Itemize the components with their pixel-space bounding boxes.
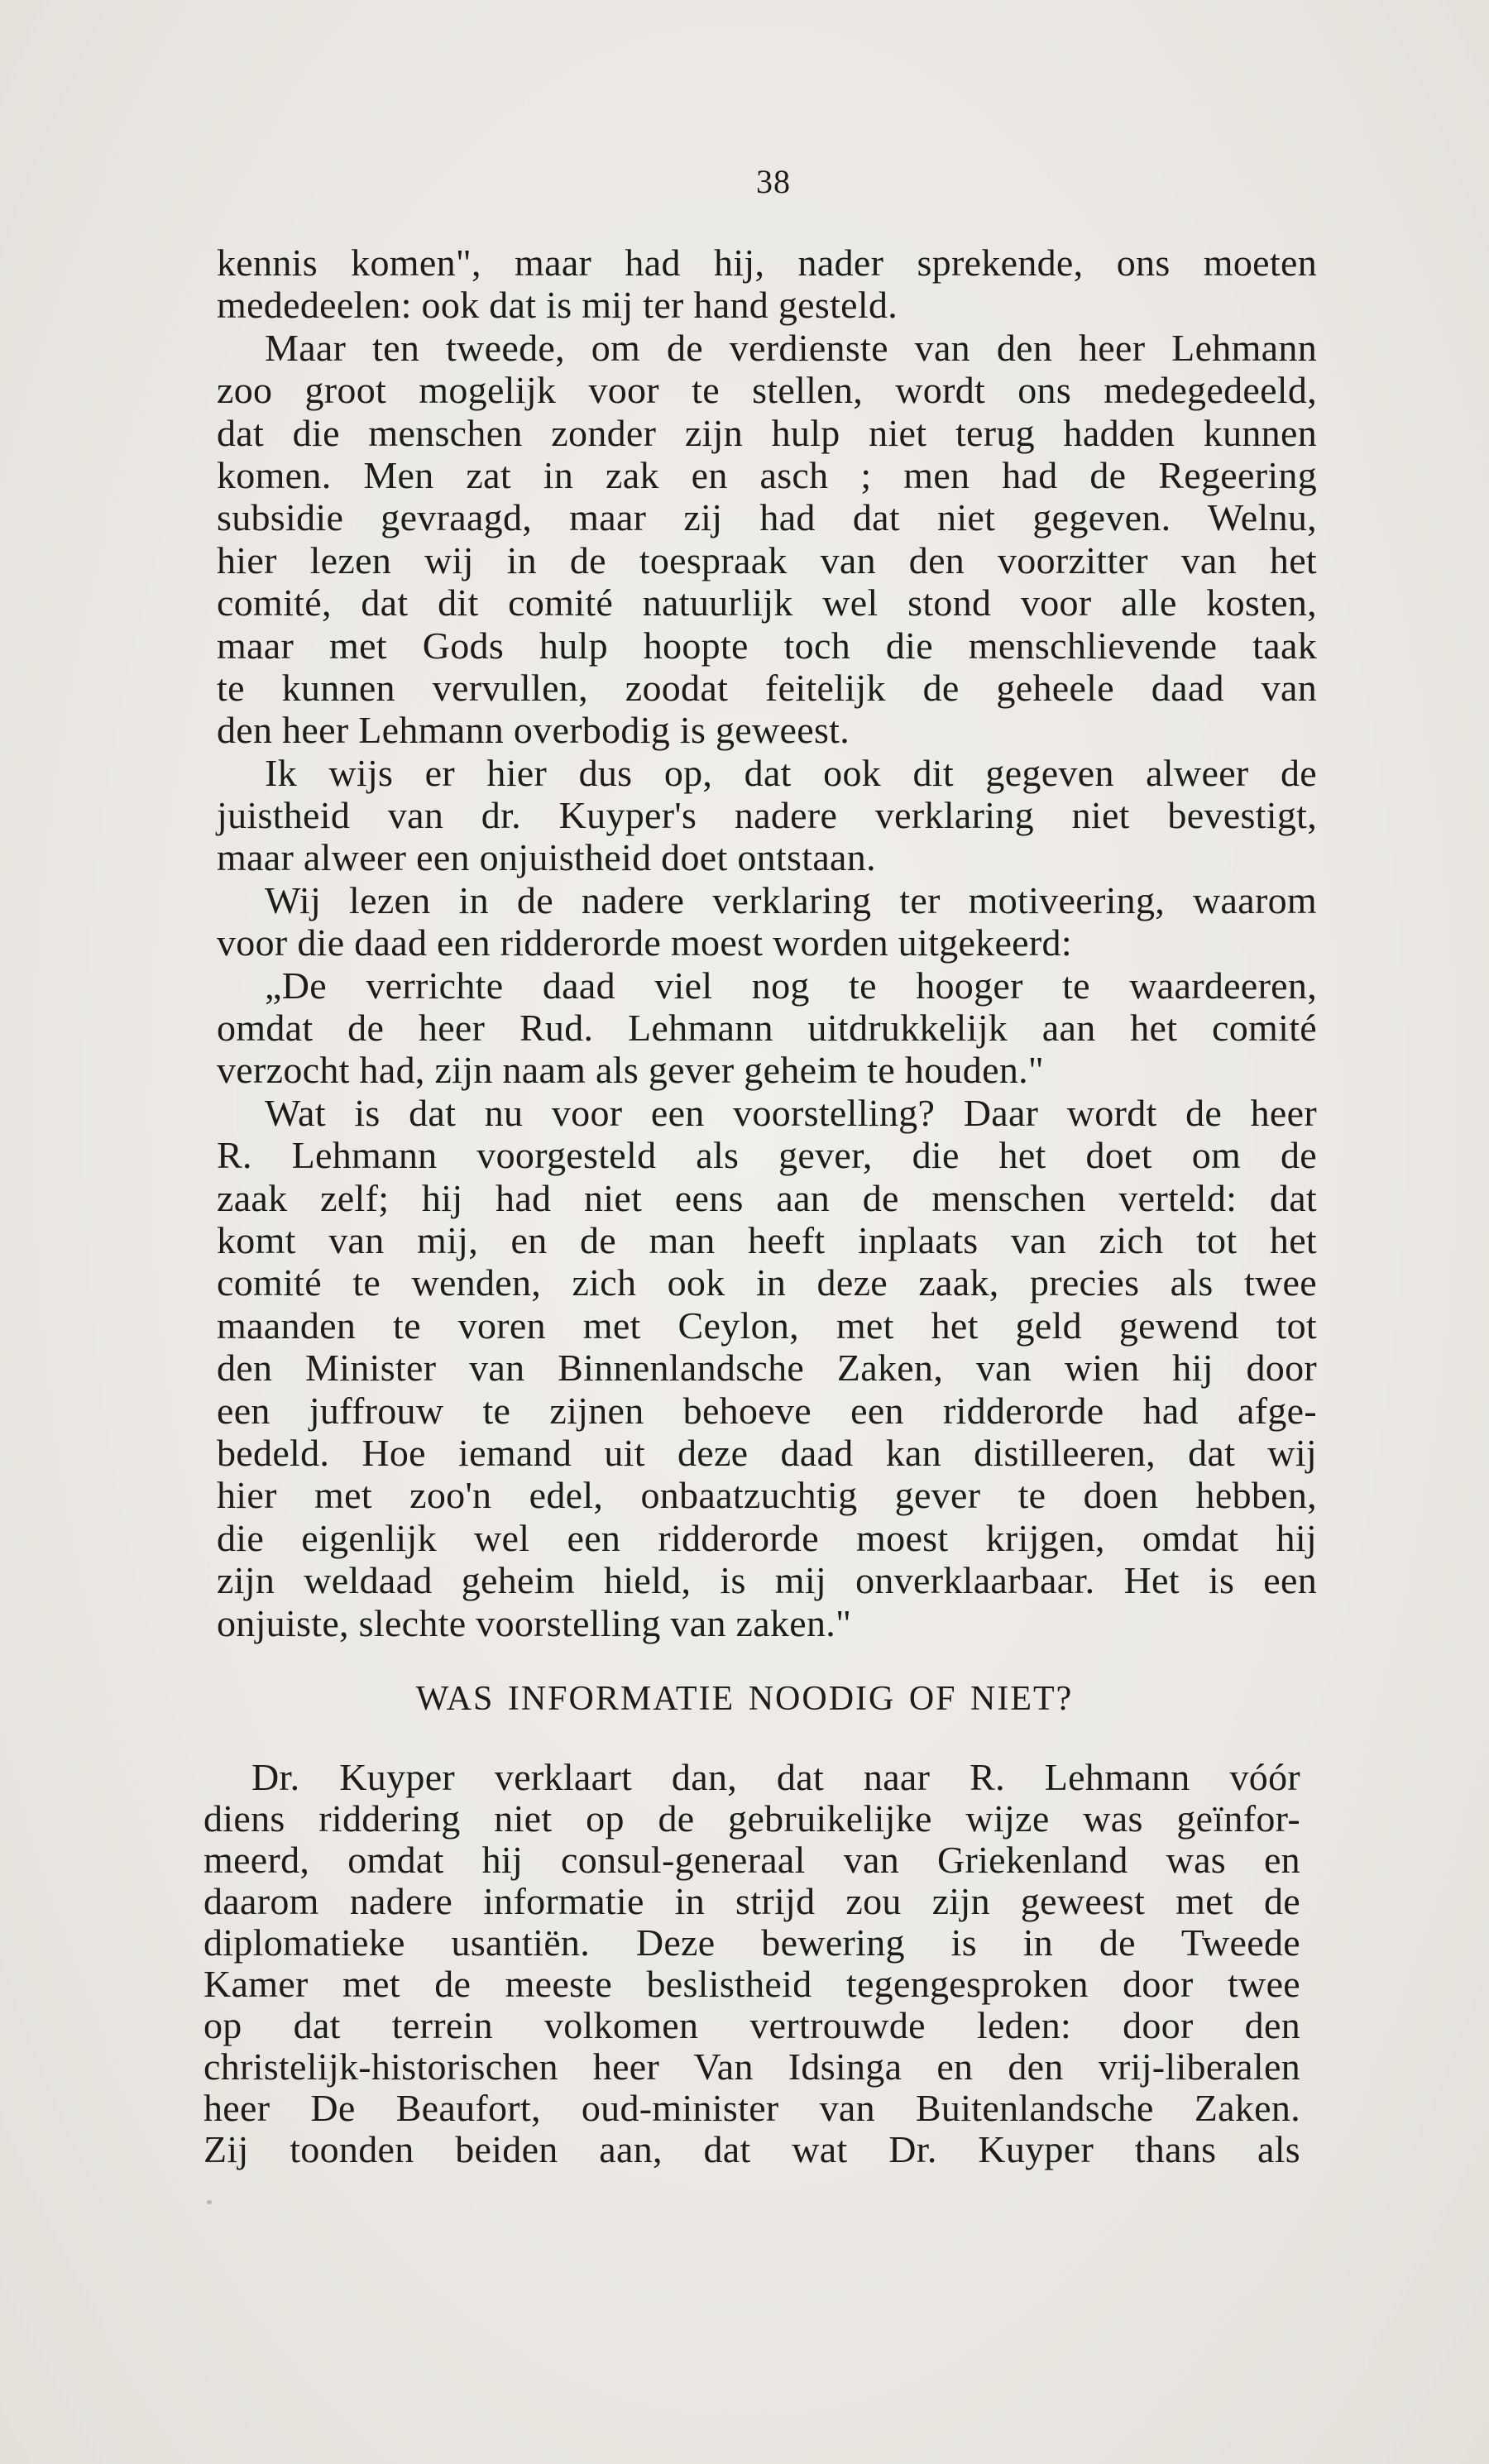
text-line: voor die daad een ridderorde moest worden uitgekeerd: <box>217 921 1072 964</box>
text-line: den Minister van Binnenlandsche Zaken, van wien hij door <box>217 1347 1317 1390</box>
text-line: diplomatieke usantiën. Deze bewering is in de Tweede <box>203 1921 1300 1964</box>
text-line: mededeelen: ook dat is mij ter hand gesteld. <box>217 284 898 327</box>
text-line: maanden te voren met Ceylon, met het geld gewend tot <box>217 1304 1317 1347</box>
text-line: op dat terrein volkomen vertrouwde leden: door den <box>203 2004 1300 2046</box>
text-line: maar met Gods hulp hoopte toch die menschlievende taak <box>217 624 1317 667</box>
text-line: „De verrichte daad viel nog te hooger te waardeeren, <box>265 964 1317 1007</box>
text-line: Kamer met de meeste beslistheid tegengesproken door twee <box>203 1963 1300 2005</box>
text-line: verzocht had, zijn naam als gever geheim te houden." <box>217 1049 1044 1092</box>
text-line: onjuiste, slechte voorstelling van zaken." <box>217 1601 852 1644</box>
text-line: christelijk-historischen heer Van Idsinga en den vrij-liberalen <box>203 2045 1300 2088</box>
text-line: zoo groot mogelijk voor te stellen, wordt ons medegedeeld, <box>217 369 1317 412</box>
text-line: Wat is dat nu voor een voorstelling? Daar wordt de heer <box>265 1091 1317 1134</box>
text-line: R. Lehmann voorgesteld als gever, die het doet om de <box>217 1134 1317 1177</box>
body-text-block <box>217 242 1317 1644</box>
text-line: Maar ten tweede, om de verdienste van den heer Lehmann <box>265 326 1317 369</box>
text-line: bedeld. Hoe iemand uit deze daad kan distilleeren, dat wij <box>217 1431 1317 1474</box>
text-line: juistheid van dr. Kuyper's nadere verklaring niet bevestigt, <box>217 794 1317 837</box>
text-line: hier met zoo'n edel, onbaatzuchtig gever te doen hebben, <box>217 1474 1317 1517</box>
text-line: een juffrouw te zijnen behoeve een ridderorde had afge- <box>217 1389 1317 1432</box>
text-line: den heer Lehmann overbodig is geweest. <box>217 709 850 752</box>
text-line: zijn weldaad geheim hield, is mij onverklaarbaar. Het is een <box>217 1559 1317 1602</box>
text-line: die eigenlijk wel een ridderorde moest krijgen, omdat hij <box>217 1516 1317 1559</box>
text-line: te kunnen vervullen, zoodat feitelijk de geheele daad van <box>217 666 1317 709</box>
text-line: Dr. Kuyper verklaart dan, dat naar R. Lehmann vóór <box>251 1756 1300 1798</box>
text-line: comité te wenden, zich ook in deze zaak, precies als twee <box>217 1261 1317 1304</box>
text-line: zaak zelf; hij had niet eens aan de menschen verteld: dat <box>217 1176 1317 1219</box>
text-line: dat die menschen zonder zijn hulp niet terug hadden kunnen <box>217 411 1317 454</box>
text-line: komen. Men zat in zak en asch ; men had de Regeering <box>217 453 1317 496</box>
paper-speck <box>207 2200 212 2204</box>
text-line: kennis komen", maar had hij, nader sprekende, ons moeten <box>217 242 1317 284</box>
text-line: diens riddering niet op de gebruikelijke wijze was geïnfor- <box>203 1797 1300 1840</box>
text-line: Ik wijs er hier dus op, dat ook dit gegeven alweer de <box>265 751 1317 794</box>
page-number: 38 <box>756 163 791 200</box>
text-line: comité, dat dit comité natuurlijk wel stond voor alle kosten, <box>217 581 1317 624</box>
text-line: hier lezen wij in de toespraak van den voorzitter van het <box>217 538 1317 581</box>
text-line: subsidie gevraagd, maar zij had dat niet gegeven. Welnu, <box>217 496 1317 539</box>
text-line: daarom nadere informatie in strijd zou zijn geweest met de <box>203 1880 1300 1922</box>
text-line: Zij toonden beiden aan, dat wat Dr. Kuyper thans als <box>203 2128 1300 2170</box>
text-line: Wij lezen in de nadere verklaring ter motiveering, waarom <box>265 878 1317 921</box>
text-line: maar alweer een onjuistheid doet ontstaan. <box>217 836 876 879</box>
text-line: omdat de heer Rud. Lehmann uitdrukkelijk aan het comité <box>217 1007 1317 1050</box>
text-line: komt van mij, en de man heeft inplaats van zich tot het <box>217 1218 1317 1261</box>
body-text-block <box>203 1757 1300 2170</box>
text-line: meerd, omdat hij consul-generaal van Griekenland was en <box>203 1839 1300 1881</box>
text-line: heer De Beaufort, oud-minister van Buitenlandsche Zaken. <box>203 2087 1300 2129</box>
section-heading: WAS INFORMATIE NOODIG OF NIET? <box>415 1680 1074 1718</box>
